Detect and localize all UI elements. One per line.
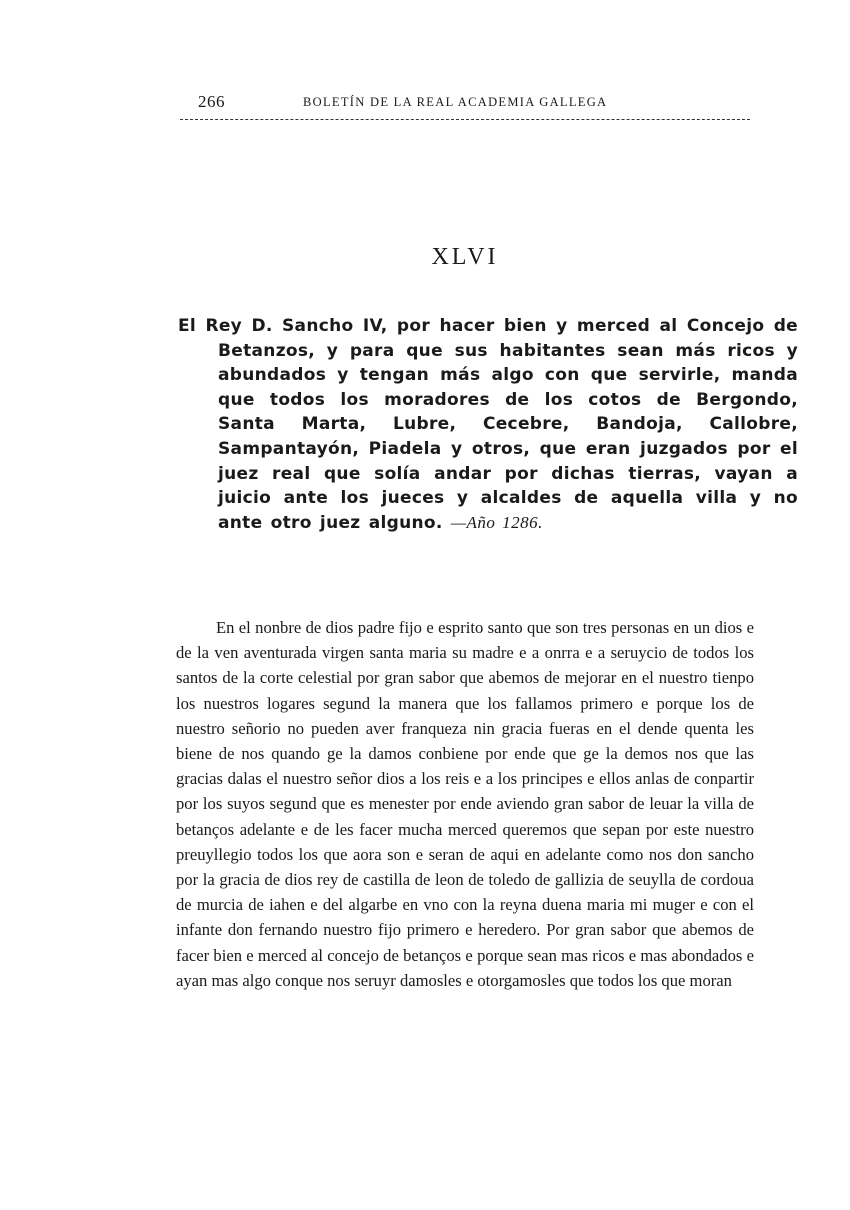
summary-text: El Rey D. Sancho IV, por hacer bien y merced al Concejo de Betanzos, y para que sus habitantes sean más ricos y abundados y tengan más algo con que servirle, manda que todos los moradores de los cotos de Bergondo, Santa Marta, Lubre, Cecebre, Bandoja, Callobre, Sampantayón, Piadela y otros, que eran juzgados por el juez real que solía andar por dichas tierras, vayan a juicio ante los jueces y alcaldes de aquella villa y no ante otro juez alguno. bbox=[178, 316, 798, 533]
running-header bbox=[180, 92, 750, 114]
summary-date: —Año 1286. bbox=[450, 512, 543, 532]
charter-text: En el nonbre de dios padre fijo e esprito santo que son tres personas en un dios e de la ven aventurada virgen santa maria su madre e a onrra e a seruycio de todos los santos de la corte celestial por gran sabor que abemos de mejorar en el nuestro tienpo los nuestros logares segund la manera que los fallamos primero e porque los de nuestro señorio no pueden aver franqueza nin gracia fueras en el dende quenta les biene de nos quando ge la damos conbiene por ende que ge la demos nos que las gracias dalas el nuestro señor dios a los reis e a los principes e ellos anlas de conpartir por los suyos segund que es menester por ende aviendo gran sabor de leuar la villa de betanços adelante e de les facer mucha merced queremos que sepan por este nuestro preuyllegio todos los que aora son e seran de aqui en adelante como nos don sancho por la gracia de dios rey de castilla de leon de toledo de gallizia de seuylla de cordoua de murcia de iahen e del algarbe en vno con la reyna duena maria mi muger e con el infante don fernando nuestro fijo primero e heredero. Por gran sabor que abemos de facer bien e merced al concejo de betanços e porque sean mas ricos e mas abondados e ayan mas algo conque nos seruyr damosles e otorgamosles que todos los que moran bbox=[176, 618, 754, 990]
journal-title: BOLETÍN DE LA REAL ACADEMIA GALLEGA bbox=[303, 95, 608, 109]
page-number: 266 bbox=[198, 92, 225, 111]
document-summary bbox=[178, 314, 798, 535]
document-number: XLVI bbox=[431, 244, 499, 270]
header-rule bbox=[180, 119, 750, 120]
